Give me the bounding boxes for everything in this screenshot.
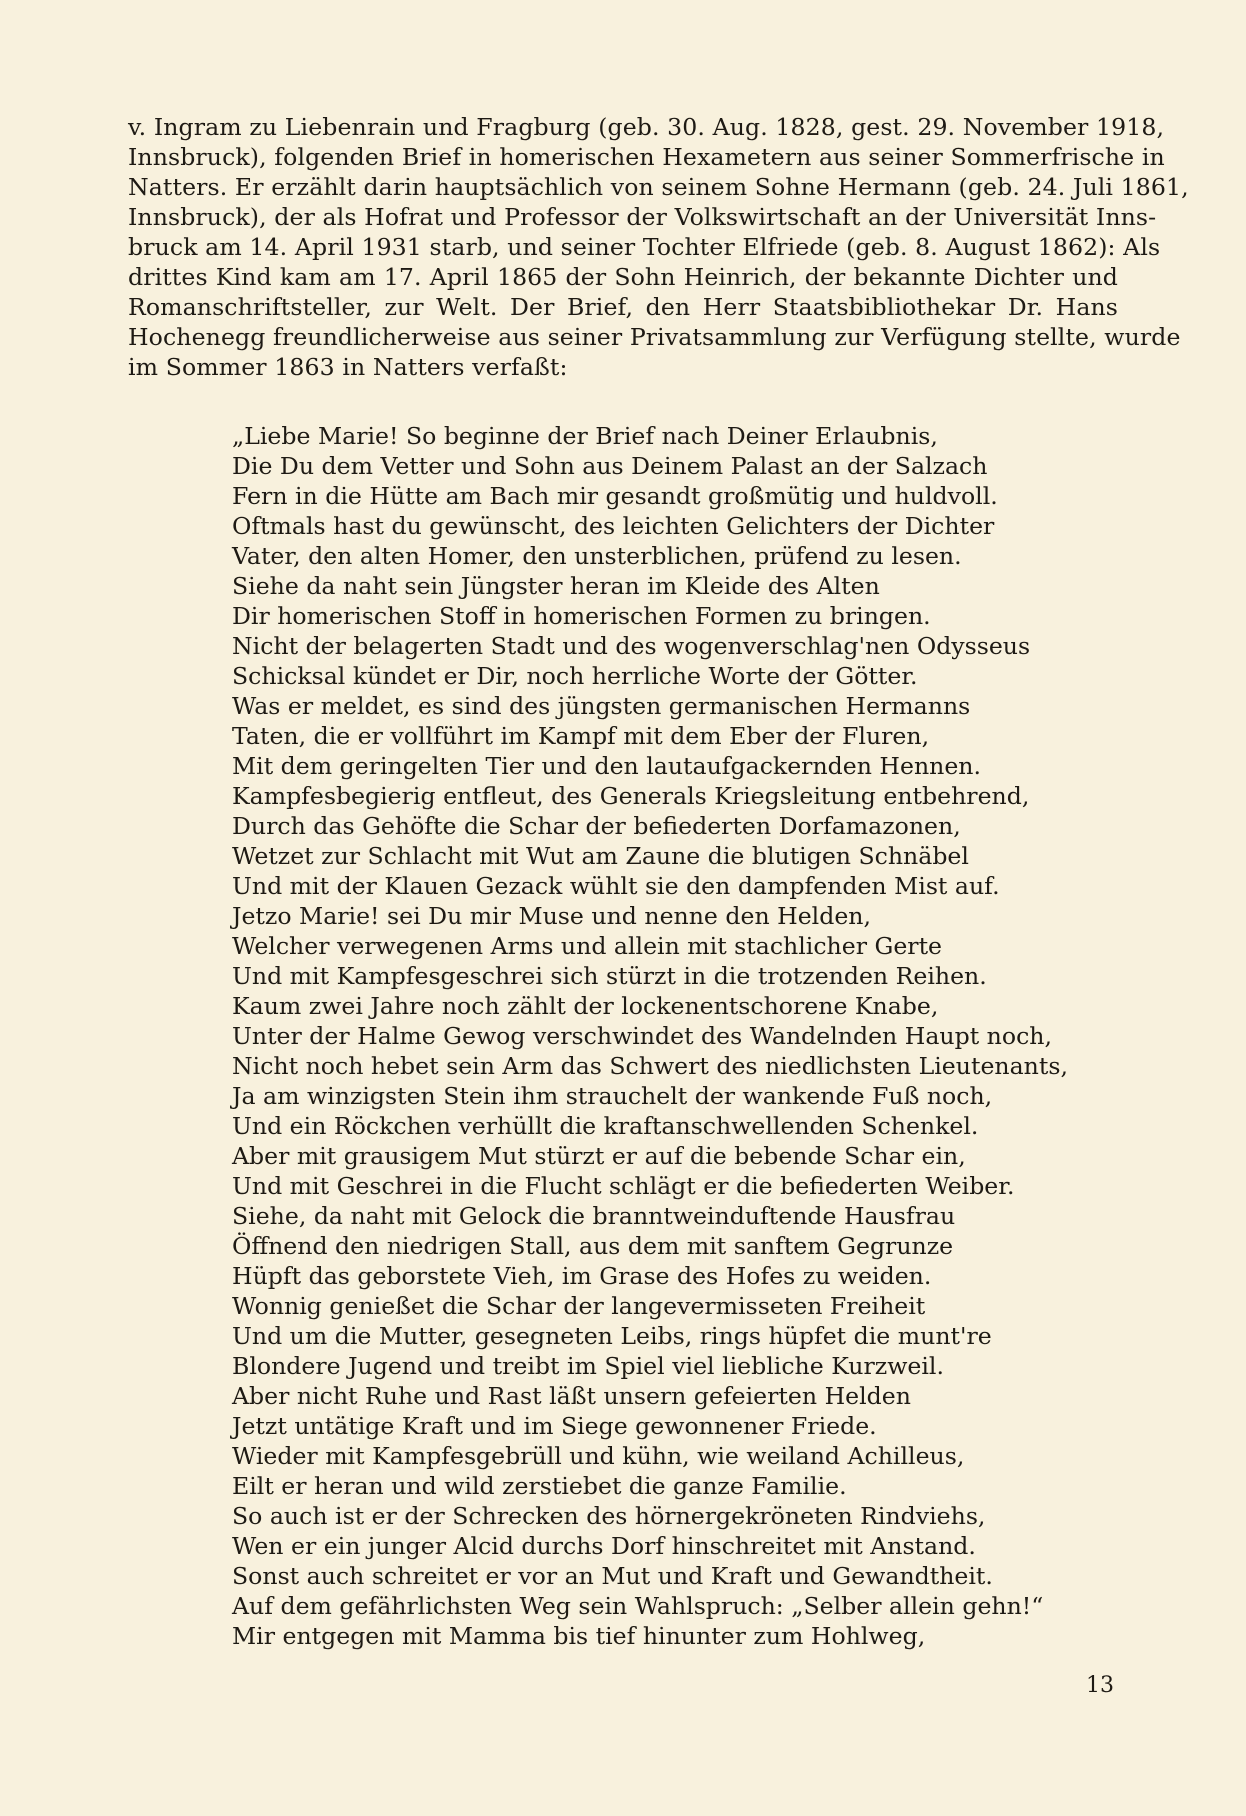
poem-line: Vater, den alten Homer, den unsterblichen, prüfend zu lesen. bbox=[232, 542, 962, 570]
poem-line: Wieder mit Kampfesgebrüll und kühn, wie weiland Achilleus, bbox=[232, 1442, 965, 1470]
poem-line: Dir homerischen Stoff in homerischen Formen zu bringen. bbox=[232, 602, 931, 630]
intro-line: Romanschriftsteller, zur Welt. Der Brief, den Herr Staatsbibliothekar Dr. Hans bbox=[128, 293, 1118, 321]
poem-line: Und mit Geschrei in die Flucht schlägt er die befiederten Weiber. bbox=[232, 1172, 1015, 1200]
poem-line: So auch ist er der Schrecken des hörnergekröneten Rindviehs, bbox=[232, 1502, 986, 1530]
poem-line: Wetzet zur Schlacht mit Wut am Zaune die blutigen Schnäbel bbox=[232, 842, 969, 870]
poem-line: Oftmals hast du gewünscht, des leichten Gelichters der Dichter bbox=[232, 512, 995, 540]
poem-line: Und mit der Klauen Gezack wühlt sie den dampfenden Mist auf. bbox=[232, 872, 1000, 900]
poem-line: Schicksal kündet er Dir, noch herrliche Worte der Götter. bbox=[232, 662, 918, 690]
poem-line: Mir entgegen mit Mamma bis tief hinunter zum Hohlweg, bbox=[232, 1622, 926, 1650]
intro-line: im Sommer 1863 in Natters verfaßt: bbox=[128, 353, 568, 381]
poem-line: Hüpft das geborstete Vieh, im Grase des Hofes zu weiden. bbox=[232, 1262, 932, 1290]
intro-line: drittes Kind kam am 17. April 1865 der Sohn Heinrich, der bekannte Dichter und bbox=[128, 263, 1118, 291]
poem-line: Siehe, da naht mit Gelock die branntweinduftende Hausfrau bbox=[232, 1202, 956, 1230]
poem-line: Fern in die Hütte am Bach mir gesandt großmütig und huldvoll. bbox=[232, 482, 998, 510]
poem-line: Auf dem gefährlichsten Weg sein Wahlspruch: „Selber allein gehn!“ bbox=[232, 1592, 1044, 1620]
poem-line: Was er meldet, es sind des jüngsten germanischen Hermanns bbox=[232, 692, 971, 720]
poem-line: Nicht noch hebet sein Arm das Schwert des niedlichsten Lieutenants, bbox=[232, 1052, 1068, 1080]
poem-line: Aber mit grausigem Mut stürzt er auf die bebende Schar ein, bbox=[232, 1142, 966, 1170]
poem-line: Öffnend den niedrigen Stall, aus dem mit sanftem Gegrunze bbox=[232, 1232, 954, 1260]
intro-line: v. Ingram zu Liebenrain und Fragburg (geb. 30. Aug. 1828, gest. 29. November 1918, bbox=[128, 113, 1165, 141]
poem-line: Nicht der belagerten Stadt und des wogenverschlag'nen Odysseus bbox=[232, 632, 1031, 660]
poem-line: Ja am winzigsten Stein ihm strauchelt der wankende Fuß noch, bbox=[232, 1082, 993, 1110]
intro-line: Innsbruck), folgenden Brief in homerischen Hexametern aus seiner Sommerfrische in bbox=[128, 143, 1165, 171]
poem-line: Mit dem geringelten Tier und den lautaufgackernden Hennen. bbox=[232, 752, 981, 780]
poem-line: Unter der Halme Gewog verschwindet des Wandelnden Haupt noch, bbox=[232, 1022, 1052, 1050]
intro-line: Hochenegg freundlicherweise aus seiner Privatsammlung zur Verfügung stellte, wurde bbox=[128, 323, 1181, 351]
poem-line: Kaum zwei Jahre noch zählt der lockenentschorene Knabe, bbox=[232, 992, 939, 1020]
poem-line: Jetzo Marie! sei Du mir Muse und nenne den Helden, bbox=[232, 902, 871, 930]
poem-line: Und ein Röckchen verhüllt die kraftanschwellenden Schenkel. bbox=[232, 1112, 979, 1140]
poem-line: Wonnig genießet die Schar der langevermisseten Freiheit bbox=[232, 1292, 926, 1320]
intro-line: bruck am 14. April 1931 starb, und seiner Tochter Elfriede (geb. 8. August 1862): Als bbox=[128, 233, 1161, 261]
poem-line: Und mit Kampfesgeschrei sich stürzt in die trotzenden Reihen. bbox=[232, 962, 987, 990]
poem-line: Jetzt untätige Kraft und im Siege gewonnener Friede. bbox=[232, 1412, 877, 1440]
page-number: 13 bbox=[1086, 1673, 1114, 1698]
poem-line: Durch das Gehöfte die Schar der befiederten Dorfamazonen, bbox=[232, 812, 961, 840]
poem-line: Und um die Mutter, gesegneten Leibs, rings hüpfet die munt're bbox=[232, 1322, 992, 1350]
intro-paragraph bbox=[128, 112, 1189, 382]
poem-line: Taten, die er vollführt im Kampf mit dem Eber der Fluren, bbox=[232, 722, 930, 750]
poem-line: Siehe da naht sein Jüngster heran im Kleide des Alten bbox=[232, 572, 880, 600]
poem-line: Wen er ein junger Alcid durchs Dorf hinschreitet mit Anstand. bbox=[232, 1532, 976, 1560]
intro-line: Innsbruck), der als Hofrat und Professor der Volkswirtschaft an der Universität Inns- bbox=[128, 203, 1157, 231]
intro-line: Natters. Er erzählt darin hauptsächlich von seinem Sohne Hermann (geb. 24. Juli 1861, bbox=[128, 173, 1189, 201]
poem-line: Aber nicht Ruhe und Rast läßt unsern gefeierten Helden bbox=[232, 1382, 911, 1410]
poem-line: Blondere Jugend und treibt im Spiel viel liebliche Kurzweil. bbox=[232, 1352, 944, 1380]
poem-line: Eilt er heran und wild zerstiebet die ganze Familie. bbox=[232, 1472, 847, 1500]
poem-block bbox=[232, 421, 1112, 1651]
poem-line: Welcher verwegenen Arms und allein mit stachlicher Gerte bbox=[232, 932, 943, 960]
poem-line: Sonst auch schreitet er vor an Mut und Kraft und Gewandtheit. bbox=[232, 1562, 993, 1590]
poem-line: „Liebe Marie! So beginne der Brief nach Deiner Erlaubnis, bbox=[232, 422, 938, 450]
poem-line: Kampfesbegierig entfleut, des Generals Kriegsleitung entbehrend, bbox=[232, 782, 1030, 810]
poem-line: Die Du dem Vetter und Sohn aus Deinem Palast an der Salzach bbox=[232, 452, 988, 480]
